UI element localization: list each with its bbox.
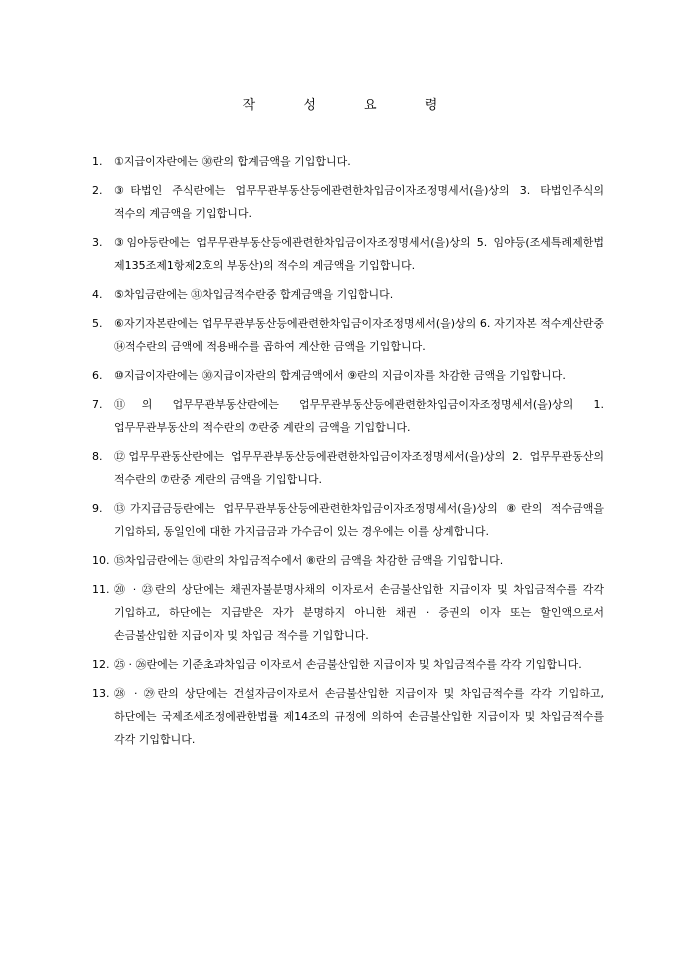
list-item <box>92 497 604 543</box>
item-text: ⑥자기자본란에는 업무무관부동산등에관련한차입금이자조정명세서(을)상의 6. 자기자본 적수계산란중 ⑭적수란의 금액에 적용배수를 곱하여 계산한 금액을 기입합니다. <box>114 317 604 353</box>
instruction-list <box>92 150 604 757</box>
item-text: ⑪의 업무무관부동산란에는 업무무관부동산등에관련한차입금이자조정명세서(을)상의 1. 업무무관부동산의 적수란의 ⑦란중 계란의 금액을 기입합니다. <box>114 398 604 434</box>
list-item <box>92 578 604 647</box>
list-item <box>92 682 604 751</box>
item-text: ③임야등란에는 업무무관부동산등에관련한차입금이자조정명세서(을)상의 5. 임야등(조세특례제한법 제135조제1항제2호의 부동산)의 적수의 계금액을 기입합니다. <box>114 236 604 272</box>
list-item <box>92 231 604 277</box>
item-number: 1. <box>92 155 103 168</box>
item-text: ⑫업무무관동산란에는 업무무관부동산등에관련한차입금이자조정명세서(을)상의 2. 업무무관동산의 적수란의 ⑦란중 계란의 금액을 기입합니다. <box>114 450 604 486</box>
item-number: 7. <box>92 398 103 411</box>
item-number: 8. <box>92 450 103 463</box>
list-item <box>92 393 604 439</box>
item-text: ㉕ · ㉖란에는 기준초과차입금 이자로서 손금불산입한 지급이자 및 차입금적수를 각각 기입합니다. <box>114 658 582 671</box>
list-item <box>92 179 604 225</box>
item-number: 10. <box>92 554 110 567</box>
item-text: ⑮차입금란에는 ㉛란의 차입금적수에서 ⑧란의 금액을 차감한 금액을 기입합니다. <box>114 554 504 567</box>
item-number: 12. <box>92 658 110 671</box>
item-number: 4. <box>92 288 103 301</box>
item-number: 13. <box>92 687 110 700</box>
list-item <box>92 364 604 387</box>
item-text: ⑳ · ㉓란의 상단에는 채권자불분명사채의 이자로서 손금불산입한 지급이자 및 차입금적수를 각각 기입하고, 하단에는 지급받은 자가 분명하지 아니한 채권 · 증권의 이자 또는 할인액으로서 손금불산입한 지급이자 및 차입금 적수를 기입합니다. <box>114 583 604 642</box>
item-number: 3. <box>92 236 103 249</box>
list-item <box>92 150 604 173</box>
item-number: 9. <box>92 502 103 515</box>
item-number: 11. <box>92 583 110 596</box>
item-number: 2. <box>92 184 103 197</box>
item-number: 5. <box>92 317 103 330</box>
item-text: ⑤차입금란에는 ㉛차입금적수란중 합계금액을 기입합니다. <box>114 288 394 301</box>
item-text: ⑩지급이자란에는 ㉚지급이자란의 합계금액에서 ⑨란의 지급이자를 차감한 금액을 기입합니다. <box>114 369 566 382</box>
item-text: ①지급이자란에는 ㉚란의 합계금액을 기입합니다. <box>114 155 351 168</box>
list-item <box>92 312 604 358</box>
list-item <box>92 653 604 676</box>
item-number: 6. <box>92 369 103 382</box>
document-title: 작 성 요 령 <box>242 98 460 113</box>
list-item <box>92 445 604 491</box>
item-text: ㉘ · ㉙란의 상단에는 건설자금이자로서 손금불산입한 지급이자 및 차입금적수를 각각 기입하고, 하단에는 국제조세조정에관한법률 제14조의 규정에 의하여 손금불산입한 지급이자 및 차입금적수를 각각 기입합니다. <box>114 687 604 746</box>
list-item <box>92 549 604 572</box>
list-item <box>92 283 604 306</box>
item-text: ⑬가지급금등란에는 업무무관부동산등에관련한차입금이자조정명세서(을)상의 ⑧란의 적수금액을 기입하되, 동일인에 대한 가지급금과 가수금이 있는 경우에는 이를 상계합니다. <box>114 502 604 538</box>
item-text: ③타법인 주식란에는 업무무관부동산등에관련한차입금이자조정명세서(을)상의 3. 타법인주식의 적수의 계금액을 기입합니다. <box>114 184 604 220</box>
